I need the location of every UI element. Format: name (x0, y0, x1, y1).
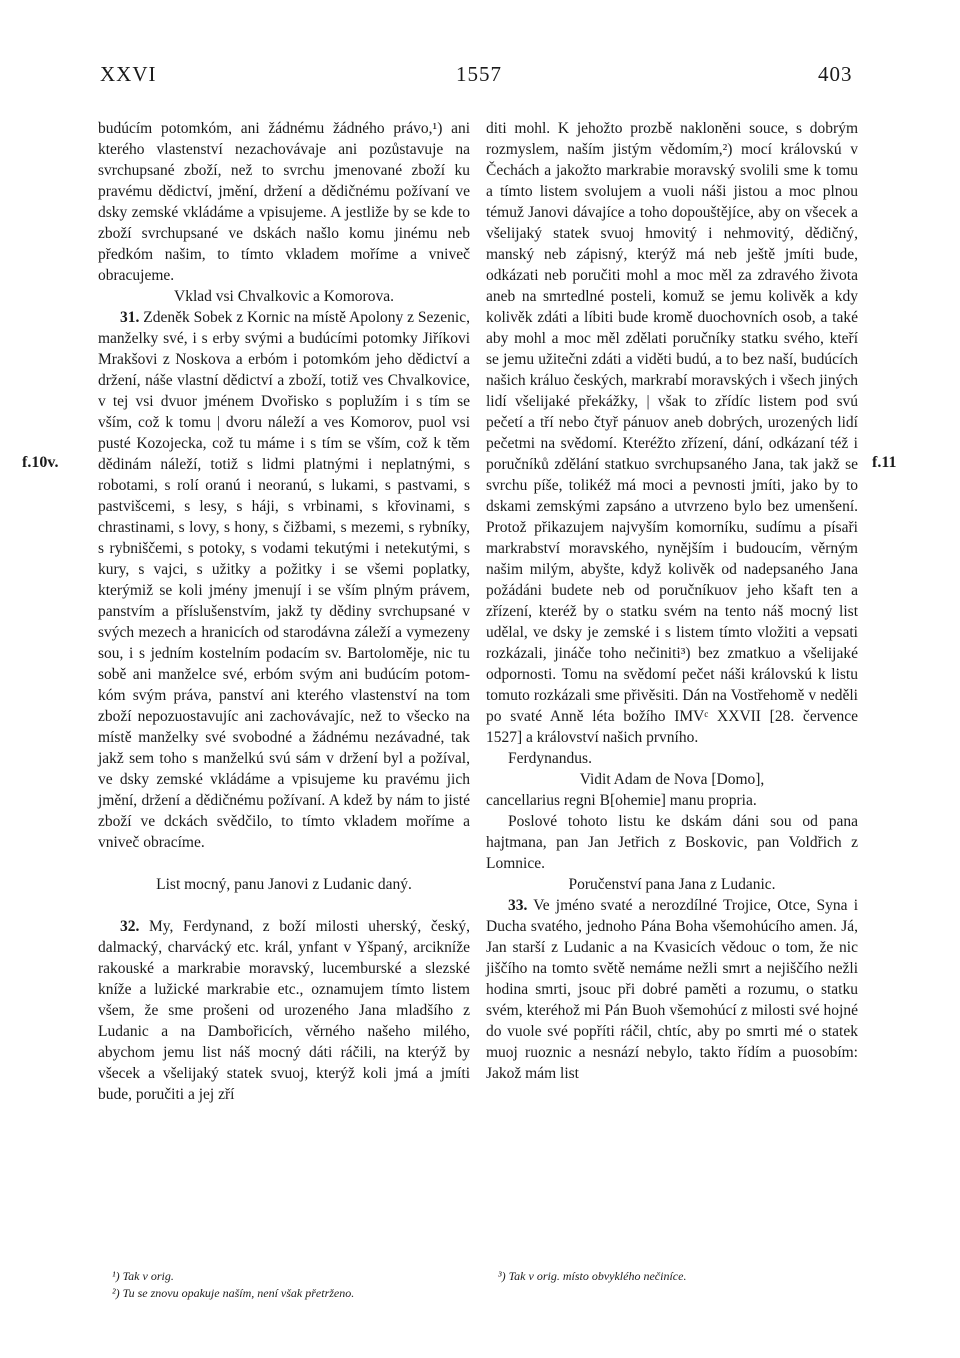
section-heading-poruceni: Poručenství pana Jana z Ludanic. (568, 876, 776, 893)
entry-text: Ve jméno svaté a nerozdílné Trojice, Otce, Syna i Ducha svatého, jednoho Pána Boha všemohúcího amen. Já, Jan starší z Ludanic a na Kvasicích vědouc o tom, že nic jiščího na tomto světě nemáme nežli smrt a nejiščího nežli hodina smrti, jsouc při dobré paměti a rozumu, o statku svém, kteréhož mi Pán Buoh všemohúcí z milosti své hojné do vuole své popříti ráčil, chtíc, aby po smrti mé o statek muoj ruoznic a nesnází nebylo, takto řídím a puosobím: Jakož mám list (486, 897, 858, 1082)
year-heading: 1557 (456, 62, 502, 86)
footnote-2: ²) Tu se znovu opakuje naším, není však přetrženo. (112, 1286, 355, 1300)
paragraph-continuation: budúcím potomkóm, ani žádnému žádného právo,¹) ani kterého vlastenství nezachovávaje ani pozůstavuje na svrchupsané zboží, než to svrchu jmenované zboží ku pravému dědictví, jmění, držení a dědičnému požívaní ve dsky zemské vkládáme a vpisujeme. A jestliže by se kde to zboží svrchupsané ve dskách našlo komu jinému neb předkóm našim, to tímto vkladem moříme a vniveč obracujeme. (98, 120, 470, 284)
chapter-numeral: XXVI (100, 62, 157, 86)
cancellarius-line: cancellarius regni B[ohemie] manu propria. (486, 792, 757, 809)
entry-33 (486, 895, 858, 1084)
footnote-1: ¹) Tak v orig. (112, 1269, 174, 1283)
footnotes-right (498, 1268, 870, 1285)
page-number: 403 (818, 62, 853, 86)
vidit-line: Vidit Adam de Nova [Domo], (579, 771, 765, 788)
footnote-3: ³) Tak v orig. místo obvyklého nečiníce. (498, 1269, 687, 1283)
entry-31 (98, 307, 470, 853)
entry-text: My, Ferdynand, z boží milosti uherský, český, dalmacký, charvácký etc. král, ynfant v Yšpaný, arcikníže rakouské a markrabie moravský, lucemburské a slezské kníže a lužické markrabie etc., oznamujem tímto listem všem, že sme prošeni od urozeného Jana mladšího z Ludanic a na Dambořicích, věrného našeho milého, abychom jemu list náš mocný dáti ráčili, na kterýž by všecek a všelijaký statek svuoj, kterýž koli jmá a jmíti bude, poručiti a jej zří (98, 918, 471, 1103)
messengers-paragraph: Poslové tohoto listu ke dskám dáni sou od pana hajtmana, pan Jan Jetřich z Boskovic, pan Voldřich z Lomnice. (486, 813, 858, 872)
entry-number: 31. (120, 309, 140, 326)
margin-folio-right: f.11 (872, 454, 897, 471)
paragraph-continuation: diti mohl. K jehožto prozbě nakloněni souce, s dobrým rozmyslem, naším jistým vědomím,²) mocí královskú v Čechách a jakožto markrabie moravský svolili sme k tomu a tímto listem svolujem a vuoli náši jistou a moc plnou témuž Janovi dávajíce a toho dopouštějíce, aby on všecek a všelijaký statek svuoj hmovitý i nehmovitý, dědičný, manský neb zápisný, kterýž má neb ještě jmíti bude, odkázati neb poručiti mohl a moc měl za zdravého života aneb na smrtedlné posteli, komuž se jemu kolivěk a kdy kolivěk zdáti a líbiti bude kromě duochovních osob, a také aby mohl a moc měl zdělati poručníky statku svého, kteří se jemu užitečni zdáti a viděti budú, a to bez naší, budúcích našich králuo českých, markrabí moravských i všech jiných lidí všelijaké překážky, | však to zřídíc listem pod svú pečetí a tří nebo čtyř pánuov aneb dobrých, urozených lidí pečetmi na svědomí. Kteréžto zřízení, dání, odkázaní též i poručníků zdělání statkuo svrchupsaného Jana, tak jakž se svrchu píše, tolikéž má moci a pevnosti jmíti, jako by to dskami zemskými zapsáno a utvrzeno bylo bez umenšení. Protož přikazujem najvyším komorníku, sudímu a písaři markrabství moravského, nynějším i budoucím, věrným našim milým, abyšte, když kolivěk od nadepsaného Jana požádáni budete neb od poručníkuov jeho kšaft ten a zřízení, kteréž by o statku svém na tento náš mocný list udělal, ve dsky je zemské i s listem tímto vložiti a vepsati rozkázali, jináče toho nečiniti³) bez zmatkuo a všelijaké odpornosti. Tomu na svědomí pečet náši královskú k listu tomuto rozkázali sme přivěsiti. Dán na Vostřehomě v neděli po svaté Anně léta božího IMVᶜ XXVII [28. července 1527] a království našich prvního. (486, 120, 858, 746)
signature-ferdynandus: Ferdynandus. (508, 750, 592, 767)
entry-number: 32. (120, 918, 140, 935)
margin-folio-left: f.10v. (22, 454, 59, 471)
entry-number: 33. (508, 897, 528, 914)
entry-32 (98, 916, 470, 1105)
footnotes-left (112, 1268, 484, 1302)
section-heading-list-mocny: List mocný, panu Janovi z Ludanic daný. (156, 876, 412, 893)
section-heading-vklad: Vklad vsi Chvalkovic a Komorova. (174, 288, 394, 305)
left-column (98, 118, 470, 1105)
entry-text: Zdeněk Sobek z Kornic na místě Apolony z Sezenic, manželky své, i s erby svými a budúcími potomky Jiříkovi Mrakšovi z Noskova a erbóm i potomkóm jeho dědictví a držení, náše vlastní dědictví a zboží, totiž ves Chvalkovice, v tej vsi dvuor jménem Dvořisko s poplužím i s tím se vším, což k tomu | dvoru náleží a ves Komorov, puol vsi pusté Kozojecka, což tu máme i s tím se vším, což k těm dědinám náleží, totiž s lidmi platnými i neplatnými, s robotami, s rolí oranú i neoranú, s lukami, s pastvami, s pastvišcemi, s lesy, s háji, s vrbinami, s křovinami, s chrastinami, s lovy, s hony, s čižbami, s mezemi, s rybníky, s rybniščemi, s potoky, s vodami tekutými i netekutými, s kury, s vajci, s užitky a požitky i se všemi poplatky, kterýmiž se koli jmény jmenují i se vším plným právem, panstvím a příslušenstvím, jakž ty dědiny svrchupsané v svých mezech a hranicích od starodávna záleží a vymezeny sou, i s jedním kostelním podacím sv. Bartoloměje, nic tu sobě ani manželce své, erbóm svým ani budúcím potomkóm svým práva, panství ani kterého vlastenství na tom zboží nepozuostavujíc ani zachovávajíc, než to všecko na místě manželky své svobodné a žádnému nezávadné, tak jakž sem toho s manželkú svú sám v držení byl a požíval, ve dsky zemské vkládáme a vpisujeme ku pravému jich jmění, držení a dědičnému požívaní. A kdež by nám to jisté zboží ve dckách svědčilo, to tímto vkladem moříme a vniveč obracíme. (98, 309, 470, 851)
right-column (486, 118, 858, 1084)
